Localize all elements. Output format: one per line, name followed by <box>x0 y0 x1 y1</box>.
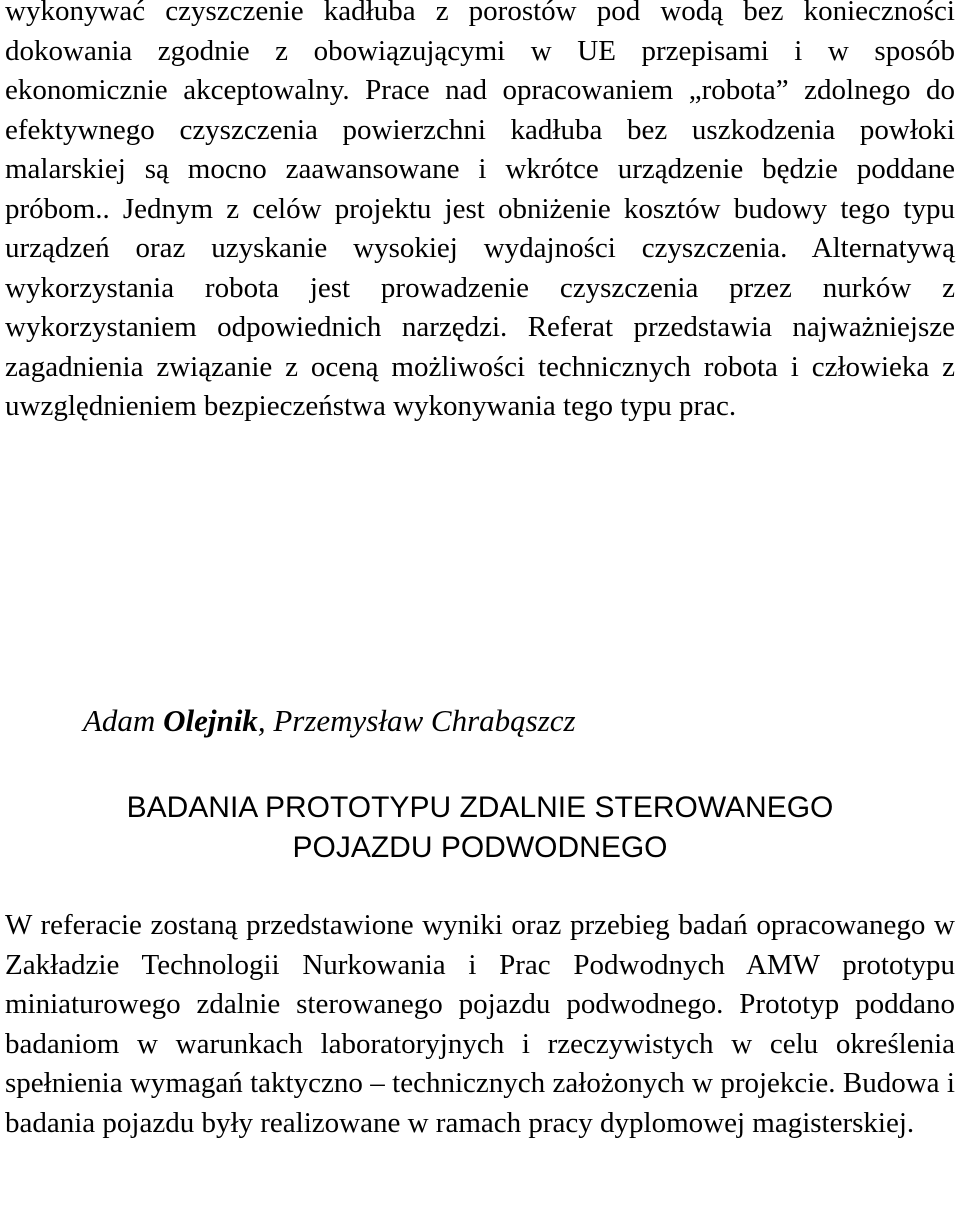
paper-title <box>5 788 955 868</box>
paper-abstract-paragraph: W referacie zostaną przedstawione wyniki oraz przebieg badań opracowanego w Zakładzie Technologii Nurkowania i Prac Podwodnych AMW prototypu miniaturowego zdalnie sterowanego pojazdu podwodnego. Prototyp poddano badaniom w warunkach laboratoryjnych i rzeczywistych w celu określenia spełnienia wymagań taktyczno – technicznych założonych w projekcie. Budowa i badania pojazdu były realizowane w ramach pracy dyplomowej magisterskiej. <box>5 909 955 1139</box>
author-1-first-name: Adam <box>83 703 156 738</box>
author-2-name: Przemysław Chrabąszcz <box>265 703 576 738</box>
author-1-surname: Olejnik <box>163 703 258 738</box>
paper-title-line-1: BADANIA PROTOTYPU ZDALNIE STEROWANEGO <box>126 791 834 824</box>
paper-title-line-2: POJAZDU PODWODNEGO <box>292 831 668 864</box>
continued-abstract-paragraph: wykonywać czyszczenie kadłuba z porostów pod wodą bez konieczności dokowania zgodnie z obowiązującymi w UE przepisami i w sposób ekonomicznie akceptowalny. Prace nad opracowaniem „robota” zdolnego do efektywnego czyszczenia powierzchni kadłuba bez uszkodzenia powłoki malarskiej są mocno zaawansowane i wkrótce urządzenie będzie poddane próbom.. Jednym z celów projektu jest obniżenie kosztów budowy tego typu urządzeń oraz uzyskanie wysokiej wydajności czyszczenia. Alternatywą wykorzystania robota jest prowadzenie czyszczenia przez nurków z wykorzystaniem odpowiednich narzędzi. Referat przedstawia najważniejsze zagadnienia związanie z oceną możliwości technicznych robota i człowieka z uwzględnieniem bezpieczeństwa wykonywania tego typu prac. <box>5 0 955 422</box>
paper-authors <box>83 703 576 739</box>
author-separator: , <box>257 703 266 738</box>
